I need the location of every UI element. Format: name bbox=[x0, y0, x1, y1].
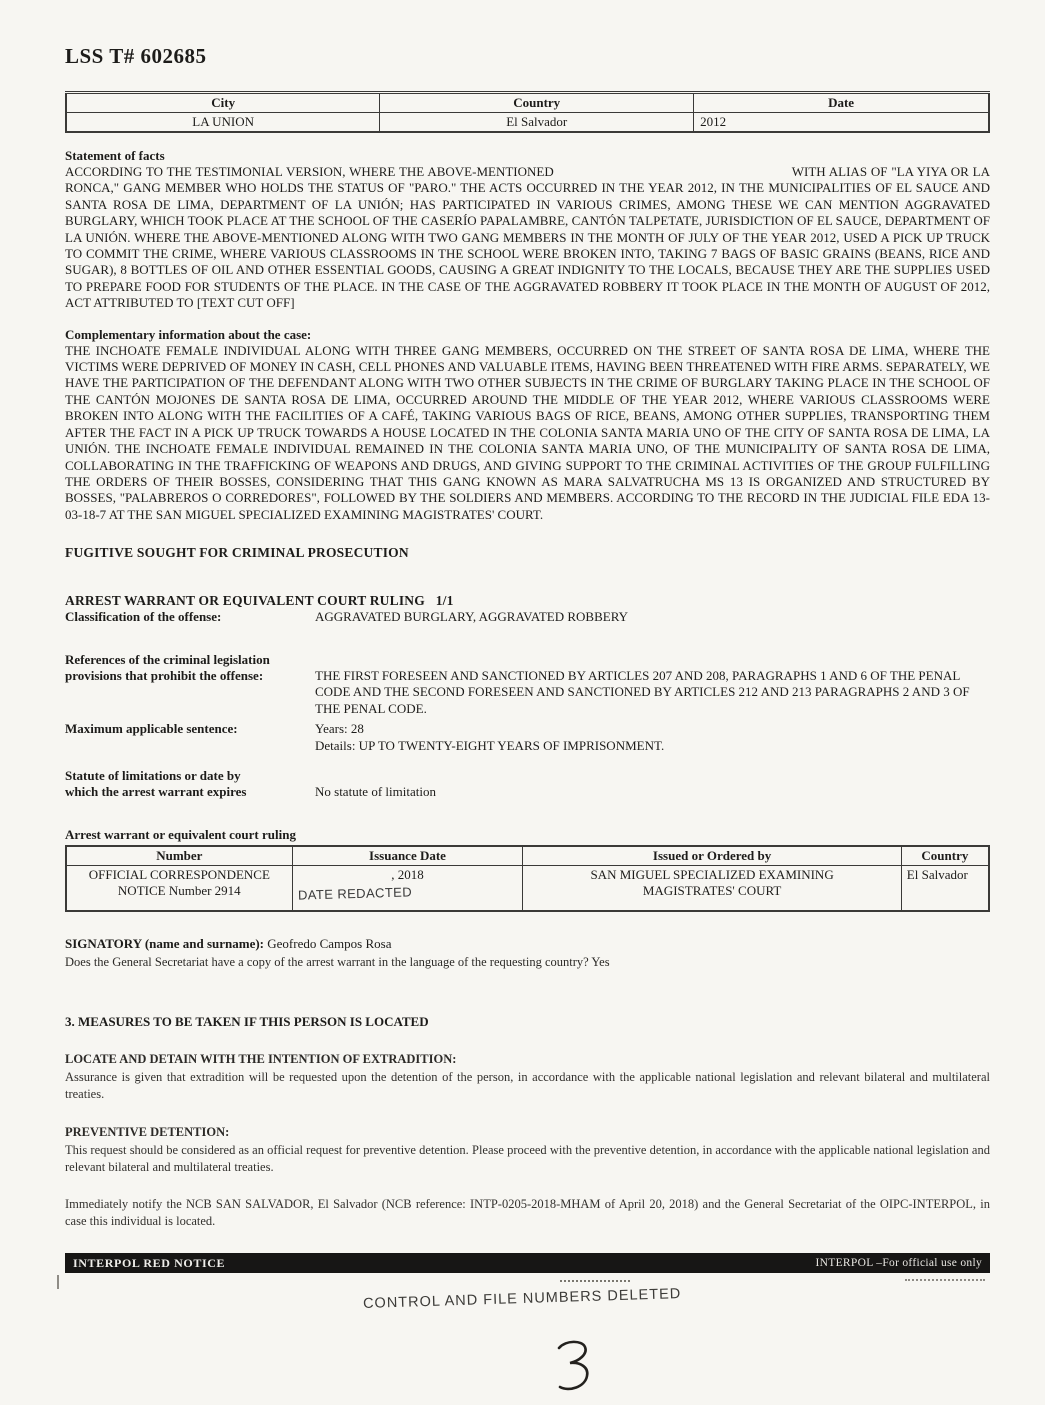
statute-field bbox=[65, 768, 990, 801]
statute-label-line2: which the arrest warrant expires bbox=[65, 784, 247, 800]
arrest-warrant-count: 1/1 bbox=[435, 593, 454, 609]
preventive-detention-heading: PREVENTIVE DETENTION: bbox=[65, 1125, 230, 1140]
statement-of-facts-paragraph bbox=[65, 164, 990, 312]
sentence-details: Details: UP TO TWENTY-EIGHT YEARS OF IMPRISONMENT. bbox=[315, 737, 665, 753]
statute-label bbox=[65, 768, 315, 801]
location-cell-city: LA UNION bbox=[66, 113, 380, 133]
preventive-detention-paragraph: This request should be considered as an official request for preventive detention. Please proceed with the preventive detention, in accordance with the applicable national legislation and relevant bilateral and multilateral treaties. bbox=[65, 1143, 990, 1175]
footer-bar-left-label: INTERPOL RED NOTICE bbox=[73, 1255, 226, 1270]
date-redacted-stamp: DATE REDACTED bbox=[297, 884, 412, 903]
warrant-header-issuance-date: Issuance Date bbox=[292, 846, 523, 866]
statement-text-before-redaction: ACCORDING TO THE TESTIMONIAL VERSION, WHERE THE ABOVE-MENTIONED bbox=[65, 164, 554, 179]
warrant-header-issued-by: Issued or Ordered by bbox=[523, 846, 901, 866]
extradition-paragraph: Assurance is given that extradition will be requested upon the detention of the person, in accordance with the applicable national legislation and relevant bilateral and multilateral treaties. bbox=[65, 1070, 990, 1102]
sentence-value bbox=[315, 721, 990, 754]
signatory-name: Geofredo Campos Rosa bbox=[267, 936, 392, 952]
warrant-cell-issued-by bbox=[523, 865, 901, 911]
classification-value: AGGRAVATED BURGLARY, AGGRAVATED ROBBERY bbox=[315, 609, 629, 625]
sentence-label: Maximum applicable sentence: bbox=[65, 721, 238, 737]
references-label bbox=[65, 652, 315, 685]
references-field bbox=[65, 652, 990, 718]
complementary-info-paragraph: THE INCHOATE FEMALE INDIVIDUAL ALONG WITH THREE GANG MEMBERS, OCCURRED ON THE STREET OF SANTA ROSA DE LIMA, WHERE THE VICTIMS WERE DEPRIVED OF MONEY IN CASH, CELL PHONES AND VALUABLE ITEMS, HAVING BEEN THREATENED WITH FIRE ARMS. SEPARATELY, WE HAVE THE PARTICIPATION OF THE DEFENDANT ALONG WITH TWO OTHER SUBJECTS IN THE CRIME OF BURGLARY TAKING PLACE IN THE SCHOOL OF THE CANTÓN MOJONES DE SANTA ROSA DE LIMA, OCCURRED AROUND THE MIDDLE OF THE YEAR 2012, WHERE VARIOUS CLASSROOMS WERE BROKEN INTO ALONG WITH THE FACILITIES OF A CAFÉ, TAKING VARIOUS BAGS OF RICE, BEANS, AMONG OTHER SUPPLIES, TRANSPORTING THEM AFTER THE FACT IN A PICK UP TRUCK TOWARDS A HOUSE LOCATED IN THE COLONIA SANTA MARIA UNO OF THE CITY OF SANTA ROSA DE LIMA, LA UNIÓN. THE INCHOATE FEMALE INDIVIDUAL REMAINED IN THE COLONIA SANTA MARIA UNO, OF THE MUNICIPALITY OF SANTA ROSA DE LIMA, COLLABORATING IN THE TRAFFICKING OF WEAPONS AND DRUGS, AND GIVING SUPPORT TO THE CRIMINAL ACTIVITIES OF THE GROUP FULFILLING THE ORDERS OF THEIR BOSSES, CONSIDERING THAT THIS GANG KNOWN AS MARA SALVATRUCHA MS 13 IS ORGANIZED AND STRUCTURED BY BOSSES, "PALABREROS O CORREDORES", FOLLOWED BY THE SOLDIERS AND MEMBERS. ACCORDING TO THE RECORD IN THE JUDICIAL FILE EDA 13-03-18-7 AT THE SAN MIGUEL SPECIALIZED EXAMINING MAGISTRATES' COURT. bbox=[65, 342, 990, 522]
warrant-header-number: Number bbox=[66, 846, 292, 866]
statute-value: No statute of limitation bbox=[315, 784, 436, 800]
extradition-heading: LOCATE AND DETAIN WITH THE INTENTION OF EXTRADITION: bbox=[65, 1052, 457, 1067]
scan-artifact-smudge bbox=[560, 1280, 630, 1282]
statement-of-facts-heading: Statement of facts bbox=[65, 148, 165, 163]
footer-bar bbox=[65, 1253, 990, 1273]
warrant-issued-by-line1: SAN MIGUEL SPECIALIZED EXAMINING bbox=[590, 866, 834, 882]
arrest-warrant-heading bbox=[65, 593, 990, 609]
warrant-table bbox=[65, 845, 990, 913]
handwritten-3-glyph bbox=[552, 1338, 594, 1396]
location-table-header-row bbox=[66, 93, 989, 113]
location-header-city: City bbox=[66, 93, 380, 113]
location-cell-country: El Salvador bbox=[380, 113, 694, 133]
signatory-label: SIGNATORY (name and surname): bbox=[65, 936, 265, 952]
scan-artifact-dots bbox=[905, 1279, 985, 1281]
location-header-date: Date bbox=[694, 93, 989, 113]
notify-paragraph: Immediately notify the NCB SAN SALVADOR, El Salvador (NCB reference: INTP-0205-2018-MHAM of April 20, 2018) and the General Secretariat of the OIPC-INTERPOL, in case this individual is located. bbox=[65, 1197, 990, 1229]
warrant-cell-country: El Salvador bbox=[901, 865, 989, 911]
warrant-cell-issuance-date bbox=[292, 865, 523, 911]
references-label-line1: References of the criminal legislation bbox=[65, 651, 270, 667]
warrant-issuance-date-value: , 2018 bbox=[391, 866, 424, 882]
redacted-name-gap bbox=[554, 175, 792, 176]
warrant-cell-number bbox=[66, 865, 292, 911]
location-table bbox=[65, 91, 990, 133]
statement-text-after-redaction: WITH ALIAS OF "LA YIYA OR LA RONCA," GANG MEMBER WHO HOLDS THE STATUS OF "PARO." THE ACTS OCCURRED IN THE YEAR 2012, IN THE MUNICIPALITIES OF EL SAUCE AND SANTA ROSA DE LIMA, DEPARTMENT OF LA UNIÓN; HAS PARTICIPATED IN VARIOUS CRIMES, AMONG THESE WE CAN MENTION AGGRAVATED BURGLARY, WHICH TOOK PLACE AT THE SCHOOL OF THE CASERÍO PAPALAMBRE, CANTÓN TALPETATE, JURISDICTION OF EL SAUCE, DEPARTMENT OF LA UNIÓN. WHERE THE ABOVE-MENTIONED ALONG WITH TWO GANG MEMBERS IN THE MONTH OF JULY OF THE YEAR 2012, USED A PICK UP TRUCK TO COMMIT THE CRIME, WHERE VARIOUS CLASSROOMS IN THE SCHOOL WERE BROKEN INTO, TAKING 7 BAGS OF BASIC GRAINS (BEANS, RICE AND SUGAR), 8 BOTTLES OF OIL AND OTHER ESSENTIAL GOODS, CAUSING A GREAT INDIGNITY TO THE LOCALS, BECAUSE THEY ARE THE SUPPLIES USED TO PREPARE FOOD FOR STUDENTS OF THE PLACE. IN THE CASE OF THE AGGRAVATED ROBBERY IT TOOK PLACE IN THE MONTH OF AUGUST OF 2012, ACT ATTRIBUTED TO [TEXT CUT OFF] bbox=[65, 164, 991, 311]
sentence-years: Years: 28 bbox=[315, 721, 364, 737]
warrant-copy-question: Does the General Secretariat have a copy of the arrest warrant in the language of the requesting country? Yes bbox=[65, 955, 610, 970]
references-label-line2: provisions that prohibit the offense: bbox=[65, 667, 264, 683]
warrant-number-line2: NOTICE Number 2914 bbox=[117, 882, 241, 898]
location-header-country: Country bbox=[380, 93, 694, 113]
arrest-warrant-heading-text: ARREST WARRANT OR EQUIVALENT COURT RULING bbox=[65, 593, 425, 609]
location-table-row bbox=[66, 113, 989, 133]
sentence-field bbox=[65, 721, 990, 754]
location-cell-date: 2012 bbox=[694, 113, 989, 133]
document-content bbox=[65, 0, 990, 1230]
references-value: THE FIRST FORESEEN AND SANCTIONED BY ARTICLES 207 AND 208, PARAGRAPHS 1 AND 6 OF THE PENAL CODE AND THE SECOND FORESEEN AND SANCTIONED BY ARTICLES 212 AND 213 PARAGRAPHS 2 AND 3 OF THE PENAL CODE. bbox=[315, 667, 970, 716]
fugitive-sought-heading: FUGITIVE SOUGHT FOR CRIMINAL PROSECUTION bbox=[65, 545, 409, 561]
scan-artifact-tick bbox=[57, 1275, 59, 1289]
warrant-issued-by-line2: MAGISTRATES' COURT bbox=[642, 882, 782, 898]
complementary-info-heading: Complementary information about the case: bbox=[65, 326, 312, 342]
warrant-table-row bbox=[66, 865, 989, 911]
measures-section-heading: 3. MEASURES TO BE TAKEN IF THIS PERSON IS LOCATED bbox=[65, 1014, 429, 1030]
control-numbers-stamp: CONTROL AND FILE NUMBERS DELETED bbox=[363, 1286, 682, 1312]
handwritten-page-number bbox=[552, 1338, 594, 1401]
warrant-number-line1: OFFICIAL CORRESPONDENCE bbox=[88, 866, 270, 882]
classification-label: Classification of the offense: bbox=[65, 609, 222, 625]
footer-bar-right-label: INTERPOL –For official use only bbox=[815, 1257, 982, 1269]
warrant-table-header-row bbox=[66, 846, 989, 866]
warrant-table-caption: Arrest warrant or equivalent court ruling bbox=[65, 826, 296, 842]
classification-field bbox=[65, 609, 990, 625]
statute-label-line1: Statute of limitations or date by bbox=[65, 767, 241, 783]
doc-reference-title: LSS T# 602685 bbox=[65, 44, 207, 68]
warrant-header-country: Country bbox=[901, 846, 989, 866]
signatory-line bbox=[65, 936, 990, 952]
